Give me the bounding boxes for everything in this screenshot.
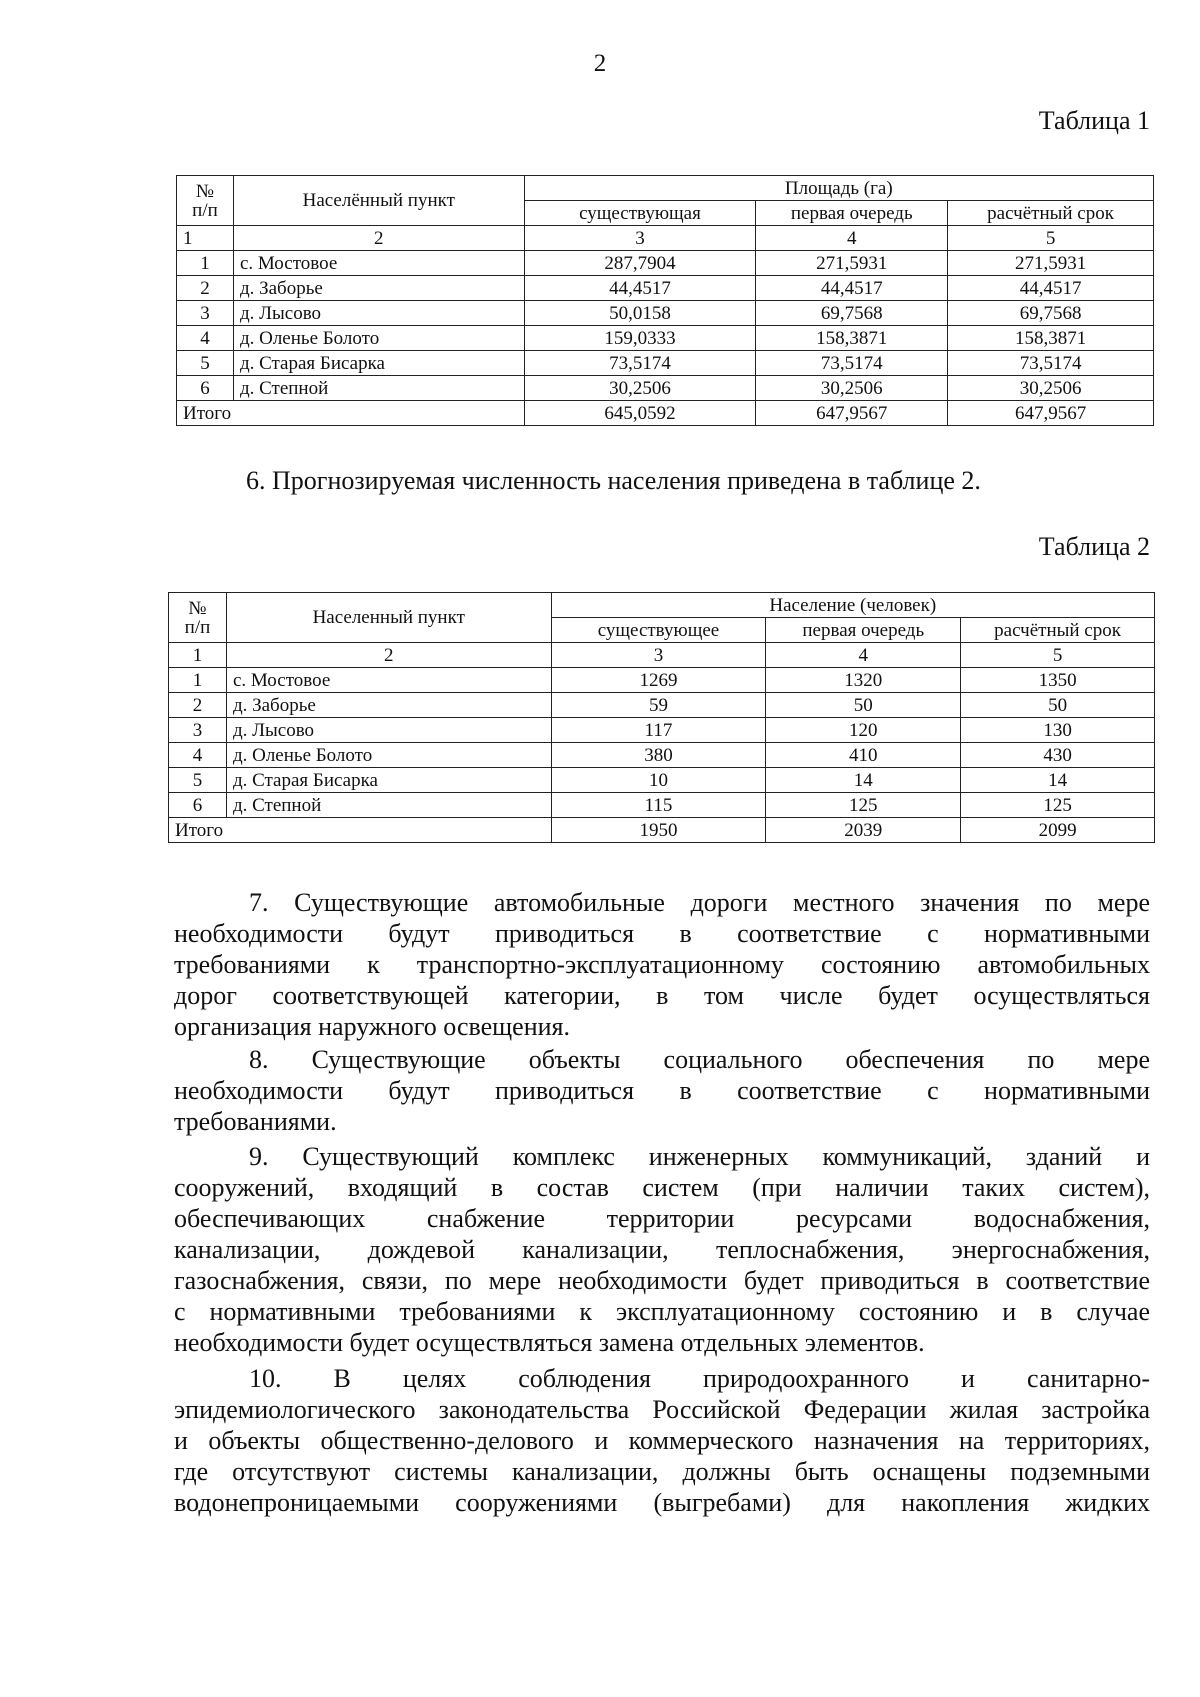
table-1-index-row: 1 2 3 4 5	[177, 226, 1154, 251]
table-2-total-row: Итого 1950 2039 2099	[169, 818, 1155, 843]
table-row: 4 д. Оленье Болото 380 410 430	[169, 743, 1155, 768]
paragraph-7: 7. Существующие автомобильные дороги местного значения по мере необходимости будут приводиться в соответствие с нормативными требованиями к транспортно-эксплуатационному состоянию автомобильных дорог соответствующей категории, в том числе будет осуществляться организация наружного освещения.	[174, 888, 1150, 1041]
table-row: 5 д. Старая Бисарка 10 14 14	[169, 768, 1155, 793]
paragraph-10: 10. В целях соблюдения природоохранного и санитарно- эпидемиологического законодательства Российской Федерации жилая застройка и объекты общественно-делового и коммерческого назначения на территориях, где отсутствуют системы канализации, должны быть оснащены подземными водонепроницаемыми сооружениями (выгребами) для накопления жидких	[174, 1364, 1150, 1517]
table-1-header-area: Площадь (га)	[524, 176, 1153, 201]
table-1-caption: Таблица 1	[1038, 106, 1150, 135]
table-2-caption: Таблица 2	[1038, 532, 1150, 561]
table-row: 1 с. Мостовое 1269 1320 1350	[169, 668, 1155, 693]
table-row: 2 д. Заборье 59 50 50	[169, 693, 1155, 718]
table-1	[176, 175, 1154, 426]
paragraph-6: 6. Прогнозируемая численность населения приведена в таблице 2.	[246, 466, 981, 495]
page-number: 2	[593, 50, 607, 77]
table-1-total-row: Итого 645,0592 647,9567 647,9567	[177, 401, 1154, 426]
table-row: 6 д. Степной 30,2506 30,2506 30,2506	[177, 376, 1154, 401]
table-1-header-estimated-term: расчётный срок	[948, 201, 1154, 226]
table-row: 2 д. Заборье 44,4517 44,4517 44,4517	[177, 276, 1154, 301]
table-2-index-row: 1 2 3 4 5	[169, 643, 1155, 668]
table-row: 1 с. Мостовое 287,7904 271,5931 271,5931	[177, 251, 1154, 276]
table-1-header-number: № п/п	[177, 176, 234, 226]
table-1-header-existing: существующая	[524, 201, 756, 226]
table-1-header-place: Населённый пункт	[233, 176, 524, 226]
paragraph-8: 8. Существующие объекты социального обеспечения по мере необходимости будут приводиться в соответствие с нормативными требованиями.	[174, 1045, 1150, 1136]
table-2-header-place: Населенный пункт	[226, 593, 551, 643]
table-row: 3 д. Лысово 117 120 130	[169, 718, 1155, 743]
table-row: 3 д. Лысово 50,0158 69,7568 69,7568	[177, 301, 1154, 326]
table-row: 5 д. Старая Бисарка 73,5174 73,5174 73,5174	[177, 351, 1154, 376]
table-2-header-estimated-term: расчётный срок	[961, 618, 1155, 643]
table-2-header-existing: существующее	[551, 618, 766, 643]
table-2	[168, 592, 1155, 843]
table-2-header-number: № п/п	[169, 593, 227, 643]
table-row: 6 д. Степной 115 125 125	[169, 793, 1155, 818]
table-2-header-population: Население (человек)	[551, 593, 1154, 618]
table-2-header-first-stage: первая очередь	[766, 618, 961, 643]
table-1-header-first-stage: первая очередь	[756, 201, 948, 226]
paragraph-9: 9. Существующий комплекс инженерных коммуникаций, зданий и сооружений, входящий в состав систем (при наличии таких систем), обеспечивающих снабжение территории ресурсами водоснабжения, канализации, дождевой канализации, теплоснабжения, энергоснабжения, газоснабжения, связи, по мере необходимости будет приводиться в соответствие с нормативными требованиями к эксплуатационному состоянию и в случае необходимости будет осуществляться замена отдельных элементов.	[174, 1142, 1150, 1357]
table-row: 4 д. Оленье Болото 159,0333 158,3871 158,3871	[177, 326, 1154, 351]
